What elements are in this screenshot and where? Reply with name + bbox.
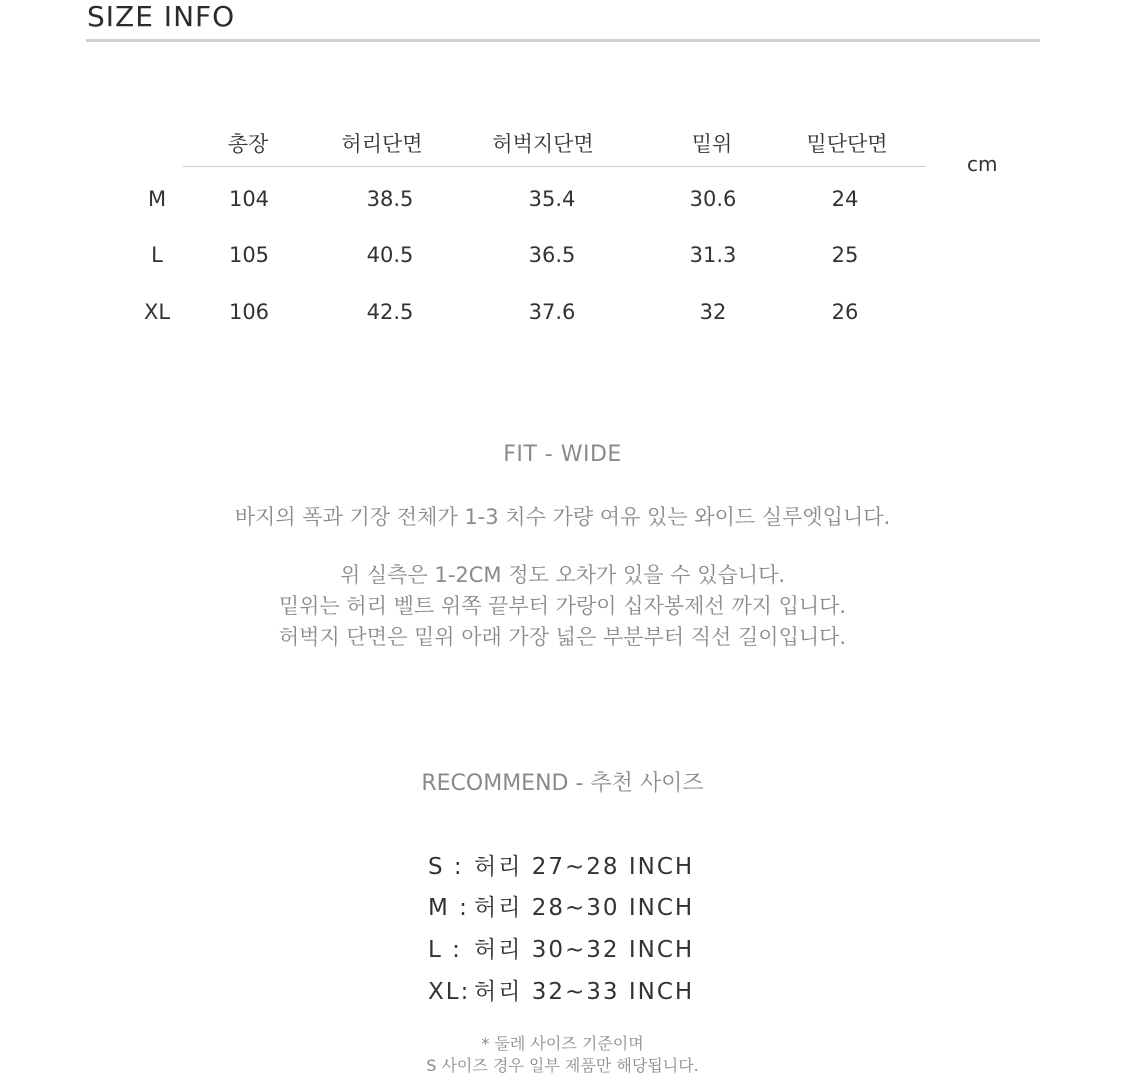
footnote: S 사이즈 경우 일부 제품만 해당됩니다. [426,1056,699,1075]
measurement-note: 위 실측은 1-2CM 정도 오차가 있을 수 있습니다. [339,563,786,587]
table-cell: 32 [699,300,727,324]
table-cell: 37.6 [528,300,576,324]
table-cell: 35.4 [528,187,576,211]
column-header: 허벅지단면 [492,132,594,156]
row-size-label: M [147,187,167,211]
table-cell: 40.5 [366,243,414,267]
measurement-note: 밑위는 허리 벨트 위쪽 끝부터 가랑이 십자봉제선 까지 입니다. [278,594,847,618]
column-header: 밑위 [691,132,733,156]
unit-label: cm [967,152,998,176]
recommend-size: L : [428,937,462,963]
table-cell: 105 [228,243,270,267]
recommend-waist: 허리 30~32 INCH [474,937,695,963]
column-header: 총장 [227,132,269,156]
recommend-title: RECOMMEND - 추천 사이즈 [421,771,704,796]
table-cell: 36.5 [528,243,576,267]
recommend-waist: 허리 28~30 INCH [474,895,695,921]
row-size-label: XL [143,300,171,324]
recommend-item [428,973,694,1006]
measurement-note: 허벅지 단면은 밑위 아래 가장 넓은 부분부터 직선 길이입니다. [278,625,847,649]
recommend-waist: 허리 32~33 INCH [474,979,695,1005]
table-cell: 30.6 [689,187,737,211]
table-cell: 26 [831,300,859,324]
table-cell: 25 [831,243,859,267]
recommend-size: S : [428,854,464,880]
recommend-item [428,931,694,964]
table-cell: 106 [228,300,270,324]
table-cell: 104 [228,187,270,211]
column-header: 밑단단면 [806,132,888,156]
recommend-size: M : [428,895,469,921]
table-header-divider [183,166,926,167]
footnote: * 둘레 사이즈 기준이며 [481,1034,644,1053]
fit-title: FIT - WIDE [503,442,622,467]
table-cell: 31.3 [689,243,737,267]
table-cell: 42.5 [366,300,414,324]
size-table [0,0,1125,340]
recommend-item [428,889,694,922]
recommend-item [428,848,694,881]
section-title: SIZE INFO [87,0,236,33]
table-cell: 38.5 [366,187,414,211]
row-size-label: L [151,243,163,267]
table-cell: 24 [831,187,859,211]
recommend-waist: 허리 27~28 INCH [474,854,695,880]
recommend-size: XL: [428,979,471,1005]
column-header: 허리단면 [341,132,423,156]
fit-description: 바지의 폭과 기장 전체가 1-3 치수 가량 여유 있는 와이드 실루엣입니다. [234,505,891,529]
